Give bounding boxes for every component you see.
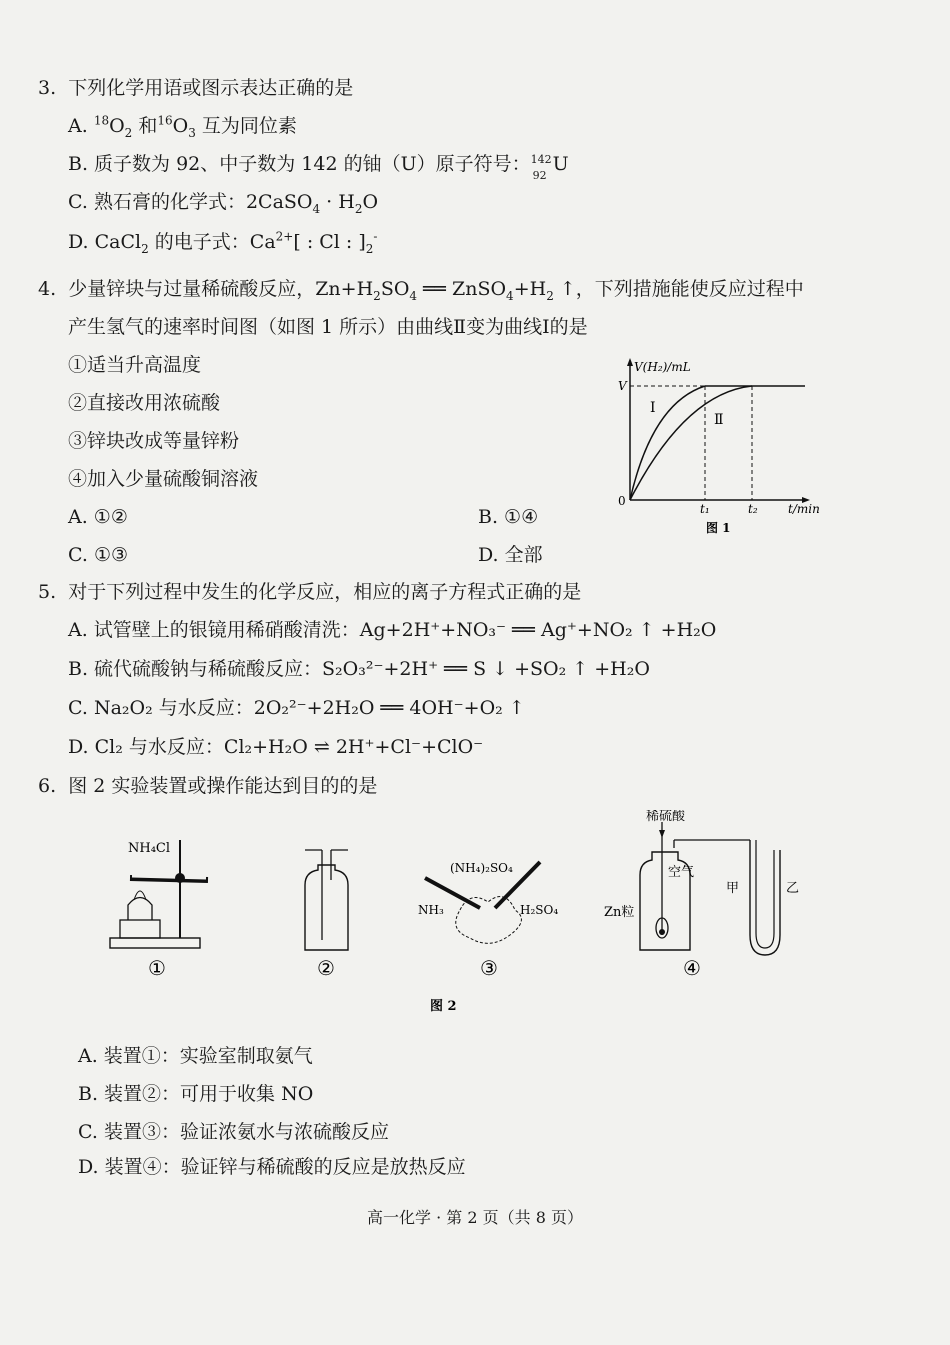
yi-label: 乙 (786, 881, 800, 896)
q3-option-b: B. 质子数为 92、中子数为 142 的铀（U）原子符号： 142 92 U (68, 153, 569, 182)
nh3-label: NH₃ (418, 903, 444, 917)
x-axis-label: t/min (788, 502, 820, 516)
q4-stem-line1: 4. 少量锌块与过量稀硫酸反应，$Zn+H_2SO_4$ ══ $ZnSO_4+H_2$ ↑，下列措施能使反应过程中 (38, 278, 804, 303)
q6-option-b: B. 装置②：可用于收集 NO (78, 1083, 314, 1105)
y-axis-label: V(H₂)/mL (634, 360, 691, 374)
curve-1 (630, 386, 705, 500)
figure-2-caption: 图 2 (430, 999, 457, 1014)
q3-option-c: C. 熟石膏的化学式：2CaSO$_4$ · $H_2O$ (68, 191, 379, 216)
q4-stem-line2: 产生氢气的速率时间图（如图 1 所示）由曲线Ⅱ变为曲线Ⅰ的是 (68, 316, 588, 338)
air-label: 空气 (668, 865, 695, 880)
q5-option-c: C. Na₂O₂ 与水反应：2O₂²⁻+2H₂O ══ 4OH⁻+O₂ ↑ (68, 697, 525, 719)
q4-option-b: B. ①④ (478, 506, 539, 528)
q4-item-4: ④加入少量硫酸铜溶液 (68, 468, 259, 490)
q3-stem: 3. 下列化学用语或图示表达正确的是 (38, 77, 354, 99)
q5-option-d: D. Cl₂ 与水反应：Cl₂+H₂O ⇌ 2H⁺+Cl⁻+ClO⁻ (68, 736, 484, 758)
origin-label: 0 (618, 494, 626, 508)
q6-stem: 6. 图 2 实验装置或操作能达到目的的是 (38, 775, 378, 797)
q4-item-3: ③锌块改成等量锌粉 (68, 430, 240, 452)
q4-option-a: A. ①② (68, 506, 128, 528)
figure-1-caption: 图 1 (706, 521, 731, 535)
apparatus-1 (110, 840, 208, 980)
q4-option-c: C. ①③ (68, 544, 129, 566)
nh4cl-label: NH₄Cl (128, 841, 171, 856)
curve-2-label: Ⅱ (714, 412, 724, 428)
jia-label: 甲 (726, 881, 740, 896)
curve-1-label: Ⅰ (650, 400, 656, 416)
q6-option-a: A. 装置①：实验室制取氨气 (78, 1045, 313, 1067)
q4-item-2: ②直接改用浓硫酸 (68, 392, 221, 414)
zn-label: Zn粒 (604, 905, 635, 920)
q5-stem: 5. 对于下列过程中发生的化学反应，相应的离子方程式正确的是 (38, 581, 582, 603)
nh42so4-label: (NH₄)₂SO₄ (450, 861, 513, 875)
q5-option-a: A. 试管壁上的银镜用稀硝酸清洗：Ag+2H⁺+NO₃⁻ ══ Ag⁺+NO₂ ↑ +H₂O (68, 619, 717, 641)
page-footer: 高一化学 · 第 2 页（共 8 页） (367, 1208, 583, 1227)
apparatus-3 (418, 861, 558, 980)
t1-label: t₁ (700, 502, 710, 516)
apparatus-1-number: ① (148, 956, 166, 980)
q5-option-b: B. 硫代硫酸钠与稀硫酸反应：S₂O₃²⁻+2H⁺ ══ S ↓ +SO₂ ↑ +H₂O (68, 658, 650, 680)
q3-option-d: D. CaCl$_2$ 的电子式：$Ca^{2+}$[ : Cl : ]$_2^-$ (68, 229, 378, 256)
figure-1-graph (600, 355, 840, 545)
q6-option-c: C. 装置③：验证浓氨水与浓硫酸反应 (78, 1121, 389, 1143)
q4-option-d: D. 全部 (478, 544, 543, 566)
t2-label: t₂ (748, 502, 758, 516)
y-axis-arrow-icon (627, 358, 633, 366)
q4-item-1: ①适当升高温度 (68, 354, 202, 376)
figure-2-apparatus (100, 810, 820, 1020)
dilute-acid-label: 稀硫酸 (646, 810, 686, 824)
apparatus-2 (305, 850, 348, 980)
apparatus-4 (604, 810, 799, 980)
h2so4-label: H₂SO₄ (520, 903, 559, 917)
apparatus-2-number: ② (317, 956, 335, 980)
dropping-arrow-icon (659, 830, 665, 838)
apparatus-3-number: ③ (480, 956, 498, 980)
q3-option-a: A. $^{18}O_2$ 和$^{16}O_3$ 互为同位素 (68, 113, 297, 140)
v-label: V (618, 379, 627, 393)
apparatus-4-number: ④ (683, 956, 701, 980)
q6-option-d: D. 装置④：验证锌与稀硫酸的反应是放热反应 (78, 1156, 466, 1178)
